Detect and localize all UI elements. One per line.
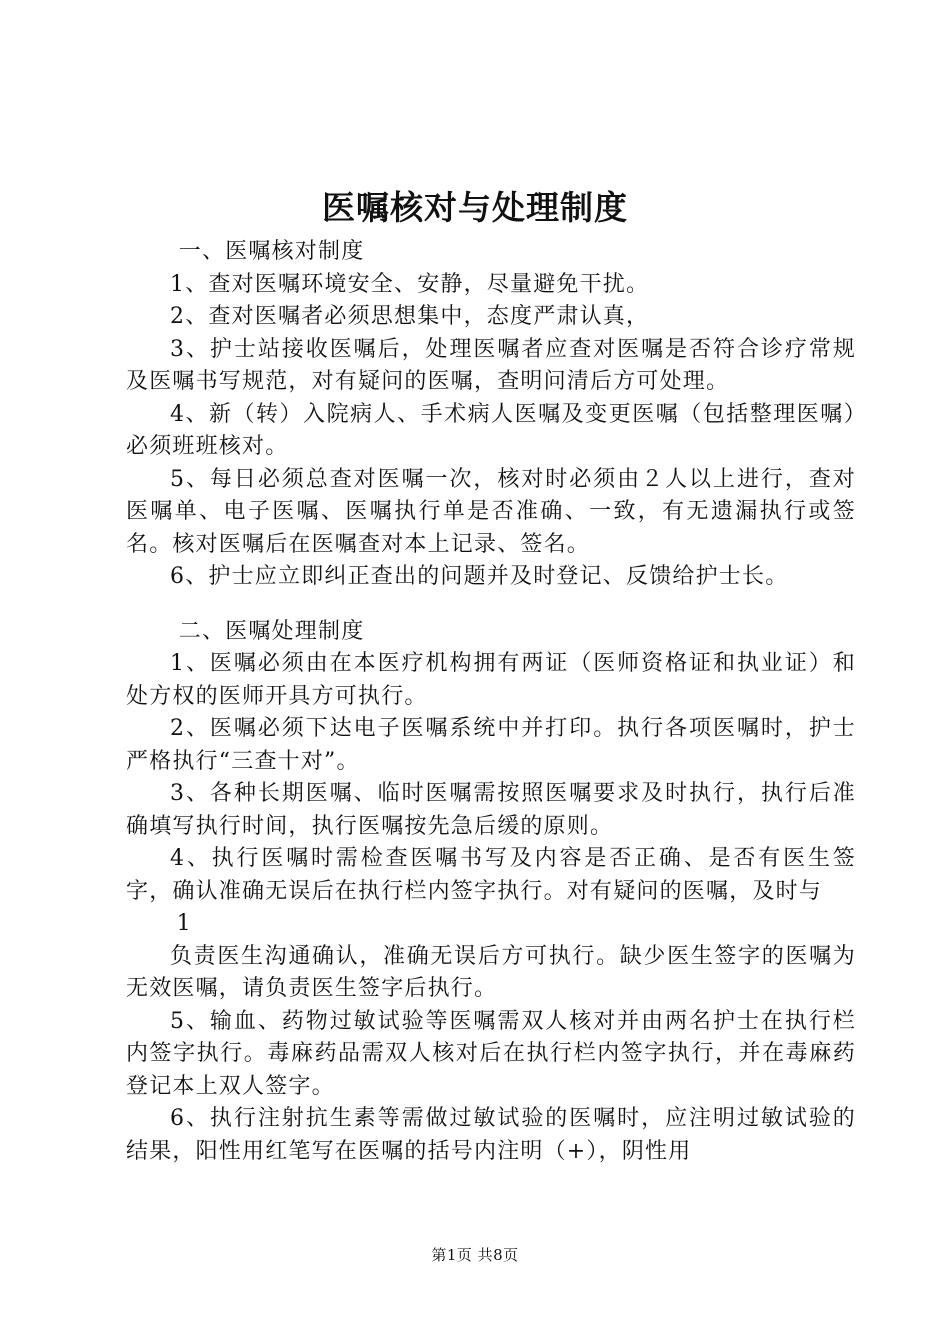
section-heading-verification: 一、医嘱核对制度 bbox=[178, 239, 365, 264]
paragraph: 负责医生沟通确认，准确无误后方可执行。缺少医生签字的医嘱为无效医嘱，请负责医生签字后执行。 bbox=[126, 943, 856, 1001]
paragraph: 3、各种长期医嘱、临时医嘱需按照医嘱要求及时执行，执行后准确填写执行时间，执行医嘱按先急后缓的原则。 bbox=[126, 781, 856, 839]
paragraph: 1、医嘱必须由在本医疗机构拥有两证（医师资格证和执业证）和处方权的医师开具方可执行。 bbox=[126, 651, 856, 709]
paragraph: 2、医嘱必须下达电子医嘱系统中并打印。执行各项医嘱时，护士严格执行“三查十对”。 bbox=[126, 716, 856, 774]
paragraph: 6、护士应立即纠正查出的问题并及时登记、反馈给护士长。 bbox=[170, 564, 789, 589]
paragraph: 2、查对医嘱者必须思想集中，态度严肃认真， bbox=[170, 304, 650, 329]
paragraph: 4、执行医嘱时需检查医嘱书写及内容是否正确、是否有医生签字，确认准确无误后在执行栏内签字执行。对有疑问的医嘱，及时与 bbox=[126, 846, 856, 904]
paragraph: 3、护士站接收医嘱后，处理医嘱者应查对医嘱是否符合诊疗常规及医嘱书写规范，对有疑问的医嘱，查明问清后方可处理。 bbox=[126, 336, 856, 394]
paragraph: 6、执行注射抗生素等需做过敏试验的医嘱时，应注明过敏试验的结果，阳性用红笔写在医嘱的括号内注明（+），阴性用 bbox=[126, 1106, 856, 1164]
page-footer: 第1页 共8页 bbox=[431, 1246, 519, 1264]
paragraph: 5、输血、药物过敏试验等医嘱需双人核对并由两名护士在执行栏内签字执行。毒麻药品需双人核对后在执行栏内签字执行，并在毒麻药登记本上双人签字。 bbox=[126, 1008, 856, 1099]
document-title: 医嘱核对与处理制度 bbox=[322, 188, 628, 227]
section-spacer bbox=[126, 594, 856, 616]
paragraph: 4、新（转）入院病人、手术病人医嘱及变更医嘱（包括整理医嘱）必须班班核对。 bbox=[126, 401, 856, 459]
section-heading-processing: 二、医嘱处理制度 bbox=[178, 618, 365, 644]
inline-page-marker: 1 bbox=[176, 911, 192, 936]
paragraph: 5、每日必须总查对医嘱一次，核对时必须由２人以上进行，查对医嘱单、电子医嘱、医嘱执行单是否准确、一致，有无遗漏执行或签名。核对医嘱后在医嘱查对本上记录、签名。 bbox=[126, 466, 856, 557]
paragraph: 1、查对医嘱环境安全、安静，尽量避免干扰。 bbox=[170, 271, 650, 297]
document-body bbox=[126, 236, 856, 1168]
